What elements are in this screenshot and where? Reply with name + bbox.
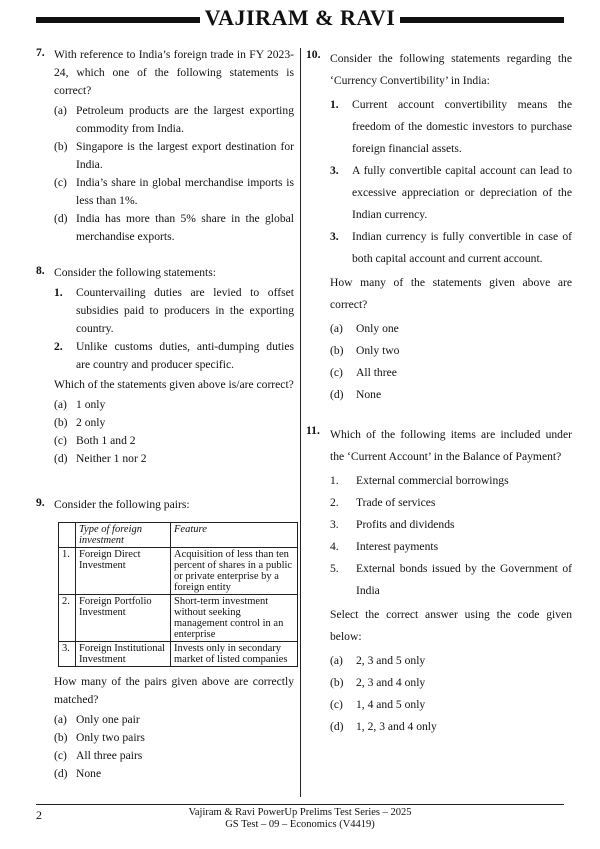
- item-5: 5. External bonds issued by the Government of India: [330, 562, 572, 597]
- question-stem: Which of the following items are included under the ‘Current Account’ in the Balance of Payment?: [330, 428, 572, 463]
- question-number: 11.: [306, 424, 320, 437]
- option-a[interactable]: (a) 1 only: [54, 398, 106, 411]
- option-a[interactable]: (a) Only one pair: [54, 713, 140, 726]
- header-type: Type of foreign investment: [76, 523, 171, 548]
- statement-3: 3. Indian currency is fully convertible in case of both capital account and current account.: [330, 230, 572, 265]
- option-c[interactable]: (c) Both 1 and 2: [54, 434, 136, 447]
- question-9: [36, 496, 294, 783]
- question-11: [306, 424, 572, 738]
- pairs-table: [58, 522, 298, 667]
- question-number: 8.: [36, 264, 45, 277]
- footer-rule: [36, 804, 564, 805]
- question-stem: With reference to India’s foreign trade in FY 2023-24, which one of the following statements is correct?: [54, 48, 294, 97]
- column-divider: [300, 48, 301, 797]
- page-header: [0, 0, 600, 30]
- statements-list: [36, 284, 294, 374]
- item-2: 2. Trade of services: [330, 496, 436, 509]
- table-row: 1. Foreign Direct Investment Acquisition of less than ten percent of shares in a public or private enterprise by a foreign entity: [59, 548, 298, 595]
- table-header-row: [59, 523, 298, 548]
- option-b[interactable]: (b) 2, 3 and 4 only: [330, 676, 426, 689]
- option-d[interactable]: (d) India has more than 5% share in the global merchandise exports.: [54, 212, 294, 243]
- options-list: [36, 102, 294, 246]
- option-a[interactable]: (a) Petroleum products are the largest exporting commodity from India.: [54, 104, 294, 135]
- question-number: 10.: [306, 48, 321, 61]
- item-1: 1. External commercial borrowings: [330, 474, 509, 487]
- option-c[interactable]: (c) All three pairs: [54, 749, 143, 762]
- option-a[interactable]: (a) 2, 3 and 5 only: [330, 654, 426, 667]
- statement-1: 1. Current account convertibility means the freedom of the domestic investors to purchase foreign financial assets.: [330, 98, 572, 155]
- page-footer: [0, 798, 600, 848]
- footer-line-2: GS Test – 09 – Economics (V4419): [225, 819, 375, 830]
- page-number: 2: [36, 808, 42, 822]
- footer-line-1: Vajiram & Ravi PowerUp Prelims Test Series – 2025: [188, 807, 412, 818]
- table-row: 3. Foreign Institutional Investment Invests only in secondary market of listed companies: [59, 642, 298, 667]
- option-c[interactable]: (c) 1, 4 and 5 only: [330, 698, 426, 711]
- option-b[interactable]: (b) Only two: [330, 344, 400, 357]
- statement-2: 2. Unlike customs duties, anti-dumping duties are country and producer specific.: [54, 340, 294, 371]
- statement-1: 1. Countervailing duties are levied to offset subsidies paid to producers in the exporting country.: [54, 286, 294, 335]
- option-d[interactable]: (d) Neither 1 nor 2: [54, 452, 147, 465]
- question-8: [36, 264, 294, 468]
- question-stem: Consider the following statements regarding the ‘Currency Convertibility’ in India:: [330, 52, 572, 87]
- question-number: 9.: [36, 496, 45, 509]
- question-10: [306, 48, 572, 406]
- option-b[interactable]: (b) Singapore is the largest export destination for India.: [54, 140, 294, 171]
- option-b[interactable]: (b) 2 only: [54, 416, 106, 429]
- option-b[interactable]: (b) Only two pairs: [54, 731, 145, 744]
- header-feature: Feature: [171, 523, 298, 548]
- question-prompt: Select the correct answer using the code given below:: [330, 608, 572, 643]
- option-a[interactable]: (a) Only one: [330, 322, 399, 335]
- table-row: 2. Foreign Portfolio Investment Short-term investment without seeking management control in an enterprise: [59, 595, 298, 642]
- item-4: 4. Interest payments: [330, 540, 439, 553]
- items-list: [306, 470, 572, 602]
- question-stem: Consider the following pairs:: [54, 498, 190, 511]
- statements-list: [306, 94, 572, 270]
- option-d[interactable]: (d) None: [54, 767, 102, 780]
- question-stem: Consider the following statements:: [54, 266, 216, 279]
- option-c[interactable]: (c) All three: [330, 366, 397, 379]
- options-list: [306, 650, 572, 738]
- question-7: [36, 46, 294, 246]
- options-list: [36, 711, 294, 783]
- option-d[interactable]: (d) None: [330, 388, 382, 401]
- question-prompt: How many of the statements given above are correct?: [330, 276, 572, 311]
- brand-title: VAJIRAM & RAVI: [200, 3, 400, 33]
- footer-text: [160, 807, 440, 831]
- options-list: [36, 396, 294, 468]
- question-prompt: Which of the statements given above is/are correct?: [54, 378, 294, 391]
- item-3: 3. Profits and dividends: [330, 518, 455, 531]
- question-number: 7.: [36, 46, 45, 59]
- option-c[interactable]: (c) India’s share in global merchandise imports is less than 1%.: [54, 176, 294, 207]
- option-d[interactable]: (d) 1, 2, 3 and 4 only: [330, 720, 437, 733]
- statement-2: 3. A fully convertible capital account can lead to excessive appreciation or depreciation of the Indian currency.: [330, 164, 572, 221]
- question-prompt: How many of the pairs given above are correctly matched?: [54, 675, 294, 706]
- options-list: [306, 318, 572, 406]
